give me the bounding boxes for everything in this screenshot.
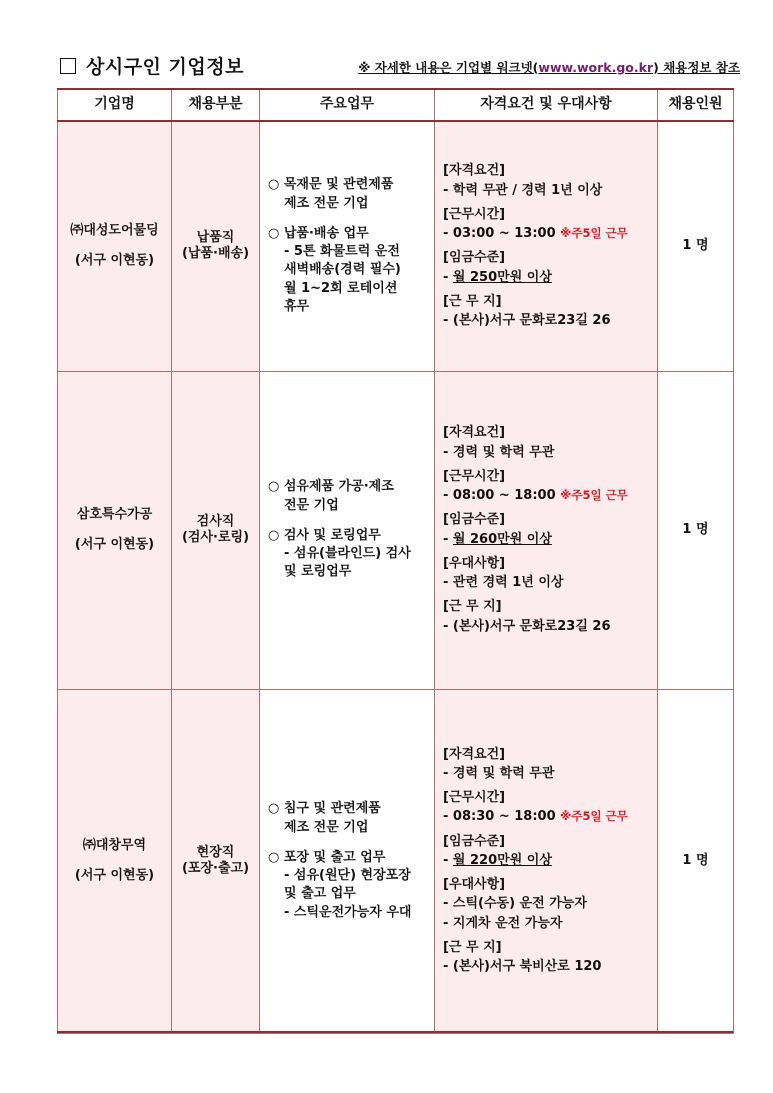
col-header-headcount: 채용인원 <box>658 89 734 121</box>
position-name: 납품직 <box>196 230 235 245</box>
workweek-note: ※주5일 근무 <box>560 488 628 502</box>
qual-heading: [자격요건] <box>443 425 506 441</box>
position-cell <box>172 121 260 371</box>
duties-cell <box>260 371 435 689</box>
duty-line: - 스틱운전가능자 우대 <box>284 904 412 920</box>
company-cell <box>58 121 172 371</box>
duty-line: - 5톤 화물트럭 운전 <box>284 244 400 260</box>
workweek-note: ※주5일 근무 <box>560 226 628 240</box>
position-cell <box>172 371 260 689</box>
company-cell <box>58 371 172 689</box>
qual-line <box>443 532 649 548</box>
qual-line <box>443 488 649 504</box>
company-name: ㈜대창무역 <box>82 837 147 853</box>
qual-text: - <box>443 269 453 285</box>
duty-line: ○ 침구 및 관련제품 <box>268 801 381 817</box>
spacer <box>268 214 426 224</box>
qual-line <box>443 959 649 975</box>
qual-line <box>443 809 649 825</box>
qual-text: - 학력 무관 / 경력 1년 이상 <box>443 182 603 198</box>
company-location: (서구 이현동) <box>74 868 155 883</box>
job-listings-table <box>57 88 734 1034</box>
qual-text: - (본사)서구 문화로23길 26 <box>443 618 611 634</box>
qual-heading: [근 무 지] <box>443 599 502 615</box>
duty-line: 및 출고 업무 <box>284 886 356 902</box>
position-name: 검사직 <box>196 513 235 529</box>
qual-heading: [우대사항] <box>443 877 506 893</box>
qual-text: - 03:00 ~ 13:00 <box>443 226 561 241</box>
qual-line <box>443 575 649 591</box>
spacer <box>268 516 426 526</box>
qual-line <box>443 766 649 782</box>
duties-cell <box>260 121 435 371</box>
headcount-value: 1 명 <box>682 852 709 868</box>
qual-line <box>443 313 649 329</box>
company-location: (서구 이현동) <box>74 537 155 552</box>
table-row <box>58 121 734 371</box>
reference-note: ※ 자세한 내용은 기업별 워크넷(www.work.go.kr) 채용정보 참조 <box>358 60 740 75</box>
col-header-company: 기업명 <box>58 89 172 121</box>
duty-line: 제조 전문 기업 <box>284 195 369 211</box>
qual-text: - (본사)서구 북비산로 120 <box>443 959 602 975</box>
qual-line <box>443 619 649 635</box>
qual-heading: [자격요건] <box>443 746 506 762</box>
duty-line: ○ 검사 및 로링업무 <box>268 527 381 543</box>
qual-heading: [근 무 지] <box>443 939 502 955</box>
qual-line <box>443 270 649 286</box>
company-name: 삼호특수가공 <box>76 506 153 522</box>
position-sub: (포장·출고) <box>181 861 250 876</box>
wage-value: 월 220만원 이상 <box>452 852 552 868</box>
qual-text: - 08:00 ~ 18:00 <box>443 488 561 503</box>
position-name: 현장직 <box>196 844 235 860</box>
qual-heading: [근무시간] <box>443 206 506 222</box>
qual-line <box>443 853 649 869</box>
headcount-cell <box>658 371 734 689</box>
headcount-value: 1 명 <box>682 521 709 537</box>
qual-text: - <box>443 531 453 547</box>
qual-text: - 스틱(수동) 운전 가능자 <box>443 896 587 912</box>
position-sub: (검사·로링) <box>181 530 250 545</box>
qual-text: - 경력 및 학력 무관 <box>443 444 555 460</box>
qual-heading: [임금수준] <box>443 250 506 266</box>
qual-heading: [근무시간] <box>443 790 506 806</box>
table-header-row <box>58 89 734 121</box>
table-row <box>58 689 734 1033</box>
qual-text: - 경력 및 학력 무관 <box>443 765 555 781</box>
duty-line: 월 1~2회 로테이션 <box>284 280 398 296</box>
table-row <box>58 371 734 689</box>
duty-line: 새벽배송(경력 필수) <box>284 262 401 278</box>
col-header-qualifications: 자격요건 및 우대사항 <box>435 89 658 121</box>
qual-heading: [임금수준] <box>443 833 506 849</box>
qual-text: - 지게차 운전 가능자 <box>443 915 563 931</box>
table-bottom-rule <box>57 1031 733 1033</box>
duty-line: ○ 섬유제품 가공·제조 <box>268 479 394 495</box>
headcount-value: 1 명 <box>682 238 709 254</box>
qual-heading: [우대사항] <box>443 555 506 571</box>
qualifications-cell <box>435 121 658 371</box>
page-title: 상시구인 기업정보 <box>60 52 244 79</box>
position-cell <box>172 689 260 1033</box>
duty-line: ○ 포장 및 출고 업무 <box>268 849 386 865</box>
qual-line <box>443 445 649 461</box>
qual-line <box>443 226 649 242</box>
duties-cell <box>260 689 435 1033</box>
duty-line: - 섬유(원단) 현장포장 <box>284 868 411 883</box>
spacer <box>268 838 426 848</box>
qual-text: - <box>443 852 453 868</box>
qual-line <box>443 916 649 932</box>
duty-line: ○ 목재문 및 관련제품 <box>268 177 394 193</box>
col-header-duties: 주요업무 <box>260 89 435 121</box>
duty-line: 전문 기업 <box>284 497 339 513</box>
qual-text: - (본사)서구 문화로23길 26 <box>443 313 611 328</box>
worknet-link[interactable]: www.work.go.kr <box>538 60 654 75</box>
qual-heading: [근 무 지] <box>443 293 502 309</box>
position-sub: (납품·배송) <box>181 246 250 262</box>
qual-line <box>443 183 649 199</box>
col-header-position: 채용부분 <box>172 89 260 121</box>
company-name: ㈜대성도어물딩 <box>70 223 159 238</box>
duty-line: ○ 납품·배송 업무 <box>268 225 369 241</box>
qual-heading: [임금수준] <box>443 512 506 528</box>
qual-line <box>443 896 649 912</box>
checkbox-square-icon <box>60 58 76 74</box>
qual-heading: [자격요건] <box>443 163 506 179</box>
wage-value: 월 250만원 이상 <box>452 269 552 285</box>
headcount-cell <box>658 121 734 371</box>
company-cell <box>58 689 172 1033</box>
duty-line: 제조 전문 기업 <box>284 819 369 835</box>
qual-text: - 관련 경력 1년 이상 <box>443 575 564 590</box>
qualifications-cell <box>435 689 658 1033</box>
qual-text: - 08:30 ~ 18:00 <box>443 809 561 825</box>
workweek-note: ※주5일 근무 <box>560 809 628 824</box>
company-location: (서구 이현동) <box>74 253 155 269</box>
headcount-cell <box>658 689 734 1033</box>
wage-value: 월 260만원 이상 <box>452 531 552 547</box>
qual-heading: [근무시간] <box>443 468 506 484</box>
duty-line: 휴무 <box>284 298 310 314</box>
duty-line: 및 로링업무 <box>284 564 352 580</box>
duty-line: - 섬유(블라인드) 검사 <box>284 546 411 562</box>
qualifications-cell <box>435 371 658 689</box>
page-header <box>60 52 740 82</box>
